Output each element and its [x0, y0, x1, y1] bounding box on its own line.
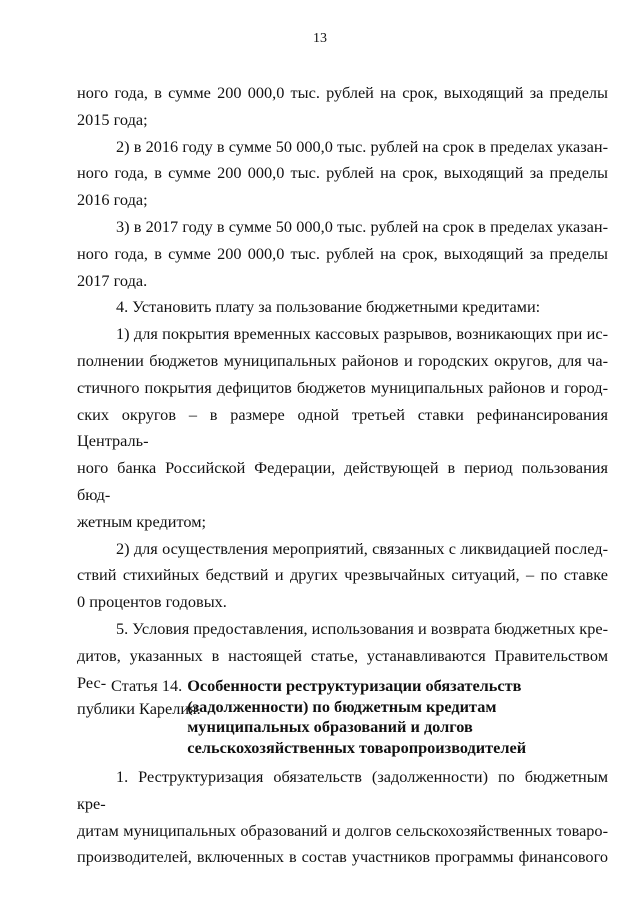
text-line: 3) в 2017 году в сумме 50 000,0 тыс. рублей на срок в пределах указан- [116, 216, 608, 236]
paragraph-item-3 [77, 214, 608, 294]
text-line: 5. Условия предоставления, использования и возврата бюджетных кре- [116, 618, 608, 638]
paragraph-item-4-1 [77, 321, 608, 535]
text-line: ного года, в сумме 200 000,0 тыс. рублей на срок, выходящий за пределы [77, 163, 608, 183]
article-number: Статья 14. [111, 676, 183, 695]
body-text-block-1 [77, 80, 608, 723]
text-line: 2015 года; [77, 109, 148, 129]
text-line: 2) для осуществления мероприятий, связанных с ликвидацией послед- [116, 538, 608, 558]
page-number: 13 [313, 31, 327, 46]
text-line: 4. Установить плату за пользование бюджетными кредитами: [116, 297, 541, 317]
paragraph-article-14-item-1 [77, 764, 608, 871]
text-line: 2) в 2016 году в сумме 50 000,0 тыс. рублей на срок в пределах указан- [116, 136, 608, 156]
text-line: жетным кредитом; [77, 511, 207, 531]
text-line: ного года, в сумме 200 000,0 тыс. рублей на срок, выходящий за пределы [77, 243, 608, 263]
article-title-line: (задолженности) по бюджетным кредитам [187, 696, 497, 716]
text-line: 1) для покрытия временных кассовых разрывов, возникающих при ис- [116, 324, 608, 344]
article-title [187, 676, 526, 758]
text-line: ного банка Российской Федерации, действующей в период пользования бюд- [77, 458, 608, 504]
text-line: ного года, в сумме 200 000,0 тыс. рублей на срок, выходящий за пределы [77, 83, 608, 102]
article-title-line: Особенности реструктуризации обязательств [187, 676, 522, 695]
paragraph-section-4 [77, 294, 608, 321]
paragraph-continuation [77, 80, 608, 134]
text-line: стичного покрытия дефицитов бюджетов муниципальных районов и город- [77, 377, 608, 397]
text-line: дитов, указанных в настоящей статье, устанавливаются Правительством Рес- [77, 645, 608, 692]
text-line: дитам муниципальных образований и долгов сельскохозяйственных товаро- [77, 820, 608, 840]
body-text-block-2 [77, 764, 608, 871]
text-line: ских округов – в размере одной третьей ставки рефинансирования Централь- [77, 404, 608, 451]
text-line: производителей, включенных в состав участников программы финансового [77, 847, 608, 867]
paragraph-item-2 [77, 134, 608, 214]
paragraph-item-4-2 [77, 536, 608, 616]
article-title-line: муниципальных образований и долгов [187, 717, 473, 736]
text-line: 1. Реструктуризация обязательств (задолженности) по бюджетным кре- [77, 767, 608, 813]
text-line: 0 процентов годовых. [77, 592, 227, 612]
text-line: ствий стихийных бедствий и других чрезвычайных ситуаций, – по ставке [77, 565, 608, 585]
text-line: 2016 года; [77, 190, 148, 210]
text-line: 2017 года. [77, 270, 148, 290]
article-title-line: сельскохозяйственных товаропроизводителей [187, 737, 527, 757]
text-line: полнении бюджетов муниципальных районов и городских округов, для ча- [77, 350, 608, 370]
text-line: публики Карелия. [77, 699, 201, 719]
article-heading [111, 676, 611, 758]
